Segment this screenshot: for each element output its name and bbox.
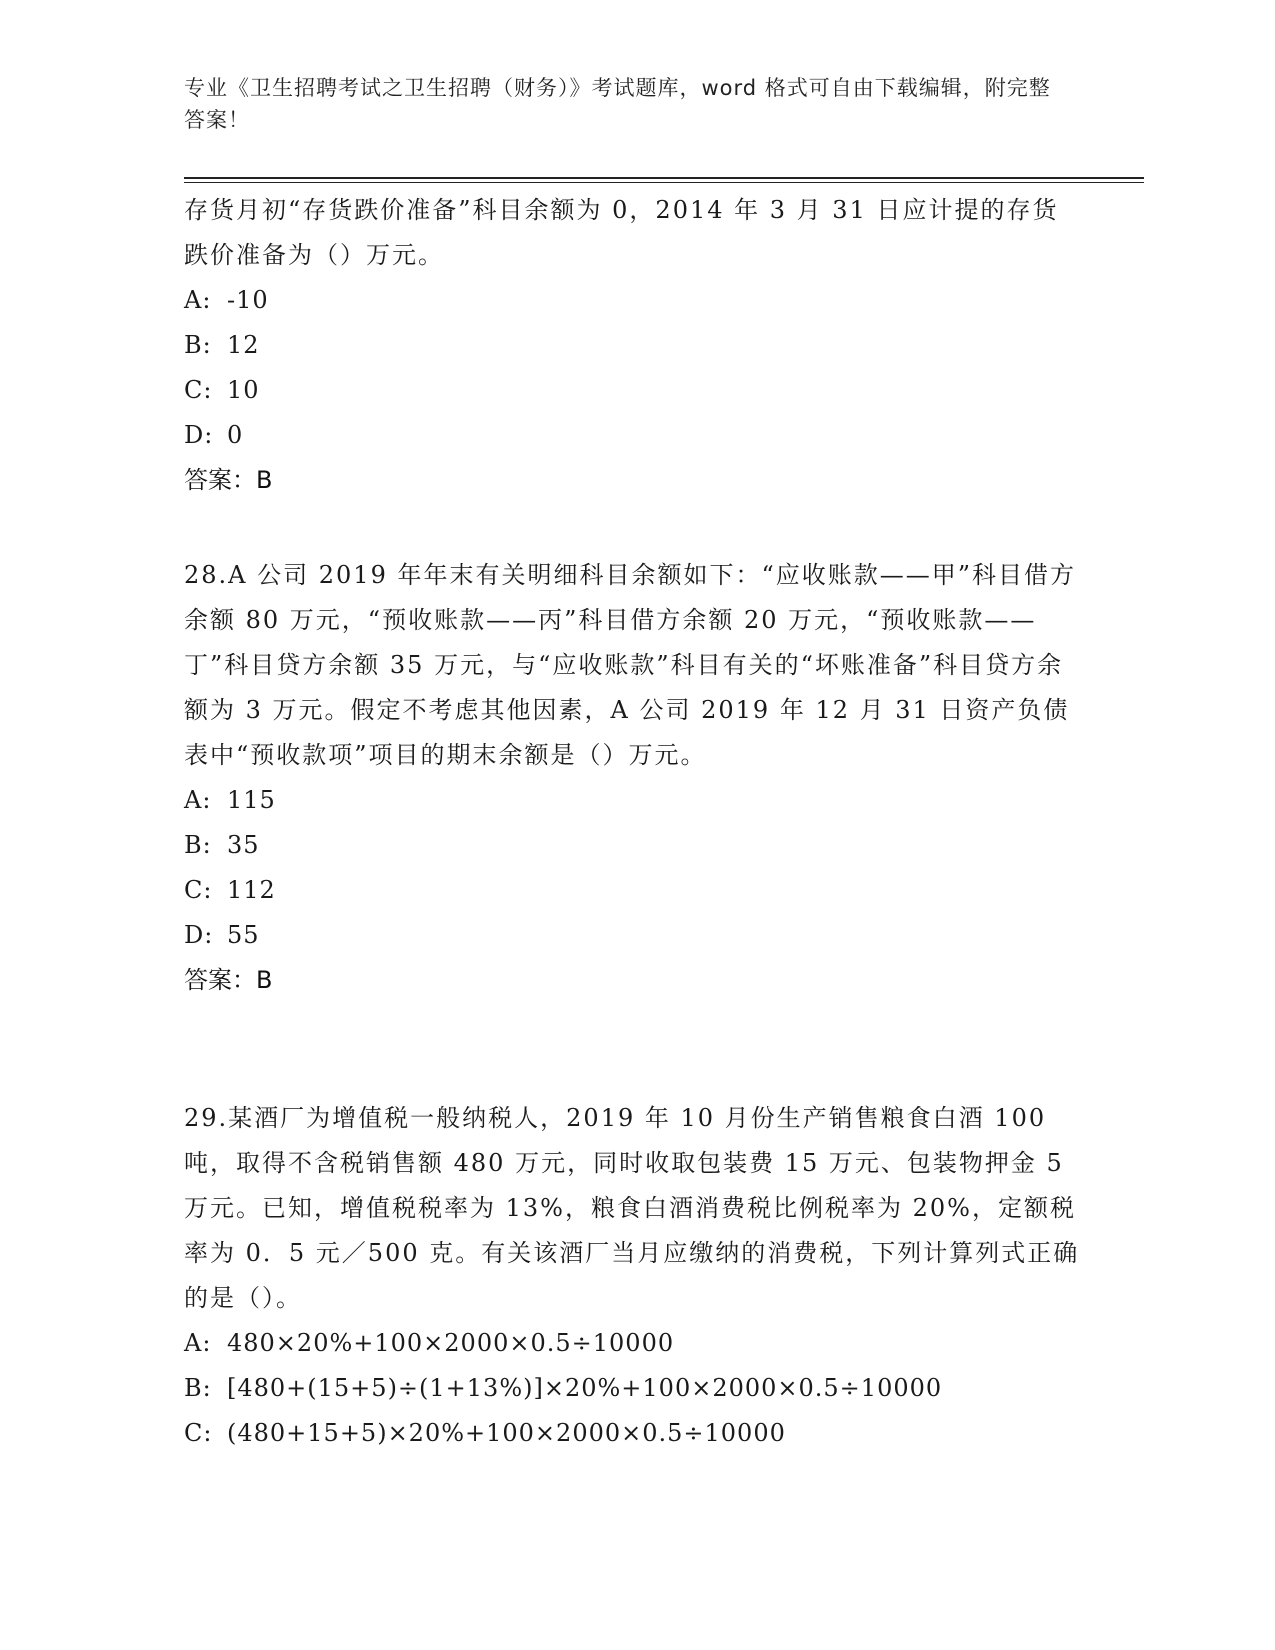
header-divider-thin	[184, 182, 1144, 183]
option-c	[184, 868, 1084, 913]
question-block-1	[184, 188, 1084, 503]
option-value: 115	[227, 786, 276, 814]
option-c	[184, 1411, 1084, 1456]
option-d	[184, 413, 1084, 458]
option-value: 10	[227, 376, 260, 404]
option-value: 35	[227, 831, 260, 859]
option-d	[184, 913, 1084, 958]
option-value: [480+(15+5)÷(1+13%)]×20%+100×2000×0.5÷10000	[227, 1374, 943, 1402]
option-b	[184, 1366, 1084, 1411]
question-text: 28.A 公司 2019 年年末有关明细科目余额如下：“应收账款——甲”科目借方余额 80 万元，“预收账款——丙”科目借方余额 20 万元，“预收账款——丁”科目贷方余额 35 万元，与“应收账款”科目有关的“坏账准备”科目贷方余额为 3 万元。假定不考虑其他因素，A 公司 2019 年 12 月 31 日资产负债表中“预收款项”项目的期末余额是（）万元。	[184, 561, 1077, 769]
option-label: B:	[184, 331, 212, 359]
question-text: 存货月初“存货跌价准备”科目余额为 0，2014 年 3 月 31 日应计提的存货跌价准备为（）万元。	[184, 196, 1059, 269]
option-c	[184, 368, 1084, 413]
option-a	[184, 778, 1084, 823]
option-value: 480×20%+100×2000×0.5÷10000	[227, 1329, 675, 1357]
option-value: 12	[227, 331, 260, 359]
header-divider-thick	[184, 177, 1144, 179]
document-header: 专业《卫生招聘考试之卫生招聘（财务）》考试题库，word 格式可自由下载编辑，附完整答案！	[184, 76, 1051, 132]
option-label: A:	[184, 786, 212, 814]
option-value: 0	[227, 421, 244, 449]
option-value: 55	[227, 921, 260, 949]
option-a	[184, 1321, 1084, 1366]
option-label: B:	[184, 1374, 212, 1402]
option-label: C:	[184, 1419, 213, 1447]
option-value: (480+15+5)×20%+100×2000×0.5÷10000	[227, 1419, 786, 1447]
option-a	[184, 278, 1084, 323]
option-label: D:	[184, 421, 214, 449]
option-label: A:	[184, 1329, 212, 1357]
option-value: 112	[227, 876, 276, 904]
question-text: 29.某酒厂为增值税一般纳税人，2019 年 10 月份生产销售粮食白酒 100 吨，取得不含税销售额 480 万元，同时收取包装费 15 万元、包装物押金 5 万元。已知，增值税税率为 13%，粮食白酒消费税比例税率为 20%，定额税率为 0．5 元／500 克。有关该酒厂当月应缴纳的消费税，下列计算列式正确的是（）。	[184, 1104, 1080, 1312]
option-label: C:	[184, 876, 213, 904]
option-b	[184, 323, 1084, 368]
option-b	[184, 823, 1084, 868]
option-label: A:	[184, 286, 212, 314]
question-block-29	[184, 1096, 1084, 1456]
option-label: C:	[184, 376, 213, 404]
answer-line: 答案：B	[184, 466, 273, 494]
question-block-28	[184, 553, 1084, 1003]
answer-line: 答案：B	[184, 966, 273, 994]
option-label: B:	[184, 831, 212, 859]
option-label: D:	[184, 921, 214, 949]
option-value: -10	[227, 286, 269, 314]
